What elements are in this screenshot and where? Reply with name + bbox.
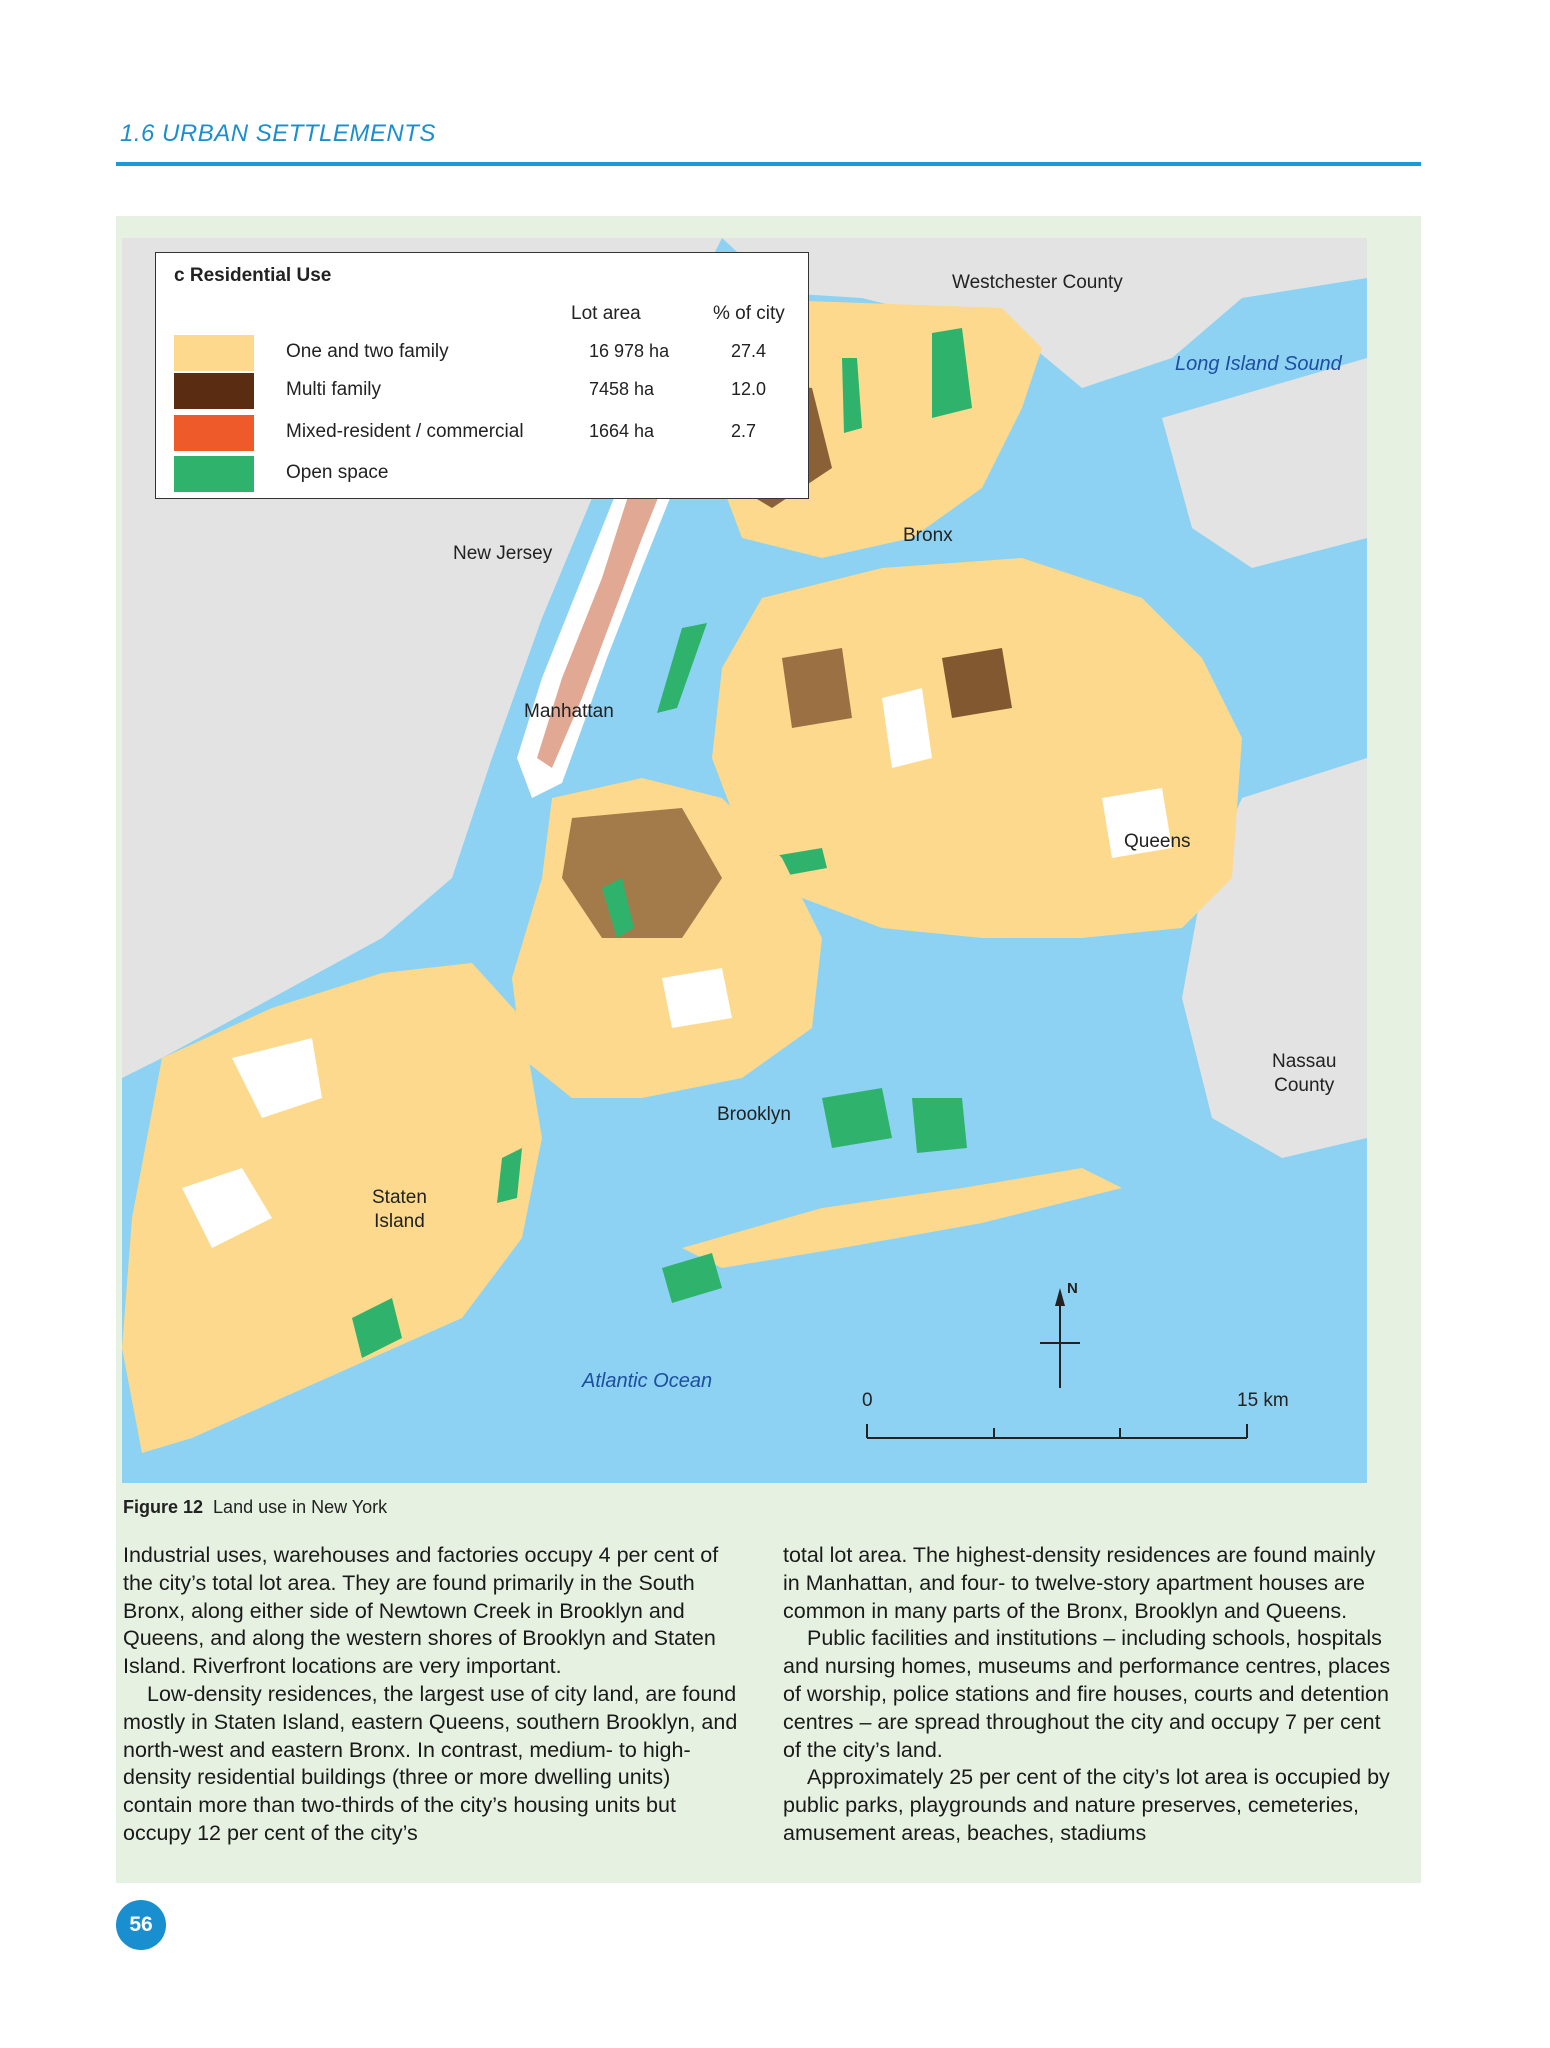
queens-multi-1	[942, 648, 1012, 718]
jamaica-bay-park-1	[822, 1088, 892, 1148]
legend-row-one-two-family	[174, 335, 794, 371]
legend-area: 16 978 ha	[589, 341, 670, 361]
legend-header-pct: % of city	[713, 303, 785, 324]
legend-row-multi-family	[174, 373, 794, 409]
legend-pct: 27.4	[731, 341, 767, 361]
jamaica-bay-park-2	[912, 1098, 967, 1153]
legend-pct: 12.0	[731, 379, 767, 399]
swatch-open-space	[174, 456, 254, 492]
label-long-island-sound: Long Island Sound	[1175, 353, 1342, 375]
swatch-one-two-family	[174, 335, 254, 371]
legend-area: 1664 ha	[589, 421, 655, 441]
label-brooklyn: Brooklyn	[717, 1104, 791, 1125]
figure-number: Figure 12	[123, 1497, 204, 1517]
legend-pct: 2.7	[731, 421, 757, 441]
label-staten-line2: Island	[374, 1211, 425, 1232]
paragraph: Public facilities and institutions – including schools, hospitals and nursing homes, museums and performance centres, places of worship, police stations and fire houses, courts and detention centres – are spread throughout the city and occupy 7 per cent of the city’s land.	[783, 1626, 1391, 1762]
figure-caption	[123, 1497, 387, 1518]
paragraph: Low-density residences, the largest use of city land, are found mostly in Staten Island, eastern Queens, southern Brooklyn, and north-west and eastern Bronx. In contrast, medium- to high-density residential buildings (three or more dwelling units) contain more than two-thirds of the city’s housing units but occupy 12 per cent of the city’s	[123, 1681, 738, 1845]
label-queens: Queens	[1124, 831, 1191, 852]
label-new-jersey: New Jersey	[453, 543, 553, 564]
paragraph: Approximately 25 per cent of the city’s lot area is occupied by public parks, playgrounds and nature preserves, cemeteries, amusement areas, beaches, stadiums	[783, 1765, 1390, 1845]
queens-multi-2	[782, 648, 852, 728]
scale-label-start: 0	[862, 1390, 873, 1411]
header-rule	[116, 162, 1421, 166]
body-column-right	[783, 1542, 1398, 1848]
legend-row-mixed	[174, 415, 794, 451]
legend-area: 7458 ha	[589, 379, 655, 399]
label-nassau-line1: Nassau	[1272, 1051, 1337, 1072]
label-nassau-line2: County	[1274, 1075, 1335, 1096]
label-nassau	[1272, 1050, 1336, 1098]
paragraph: Industrial uses, warehouses and factories occupy 4 per cent of the city’s total lot area. They are found primarily in the South Bronx, along either side of Newtown Creek in Brooklyn and Queens, and along the western shores of Brooklyn and Staten Island. Riverfront locations are very important.	[123, 1543, 719, 1679]
legend-label: Mixed-resident / commercial	[286, 421, 524, 442]
swatch-multi-family	[174, 373, 254, 409]
legend-row-open-space	[174, 456, 794, 492]
legend-label: One and two family	[286, 341, 449, 362]
paragraph: total lot area. The highest-density residences are found mainly in Manhattan, and four- to twelve-story apartment houses are common in many parts of the Bronx, Brooklyn and Queens.	[783, 1543, 1376, 1623]
brooklyn-white	[662, 968, 732, 1028]
legend-label: Multi family	[286, 379, 382, 400]
label-westchester: Westchester County	[952, 272, 1123, 293]
label-staten-island	[372, 1186, 427, 1234]
legend-title: c Residential Use	[174, 265, 332, 286]
page-number: 56	[116, 1900, 166, 1950]
body-column-left	[123, 1542, 738, 1848]
legend	[155, 252, 809, 499]
label-north: N	[1067, 1280, 1078, 1297]
scale-label-end: 15 km	[1237, 1390, 1289, 1411]
label-atlantic-ocean: Atlantic Ocean	[582, 1370, 713, 1392]
legend-header-area: Lot area	[571, 303, 641, 324]
swatch-mixed	[174, 415, 254, 451]
label-manhattan: Manhattan	[524, 701, 614, 722]
label-bronx: Bronx	[903, 525, 953, 546]
label-staten-line1: Staten	[372, 1187, 427, 1208]
figure-caption-text: Land use in New York	[213, 1497, 388, 1517]
section-title: 1.6 URBAN SETTLEMENTS	[120, 120, 436, 147]
legend-label: Open space	[286, 462, 389, 483]
